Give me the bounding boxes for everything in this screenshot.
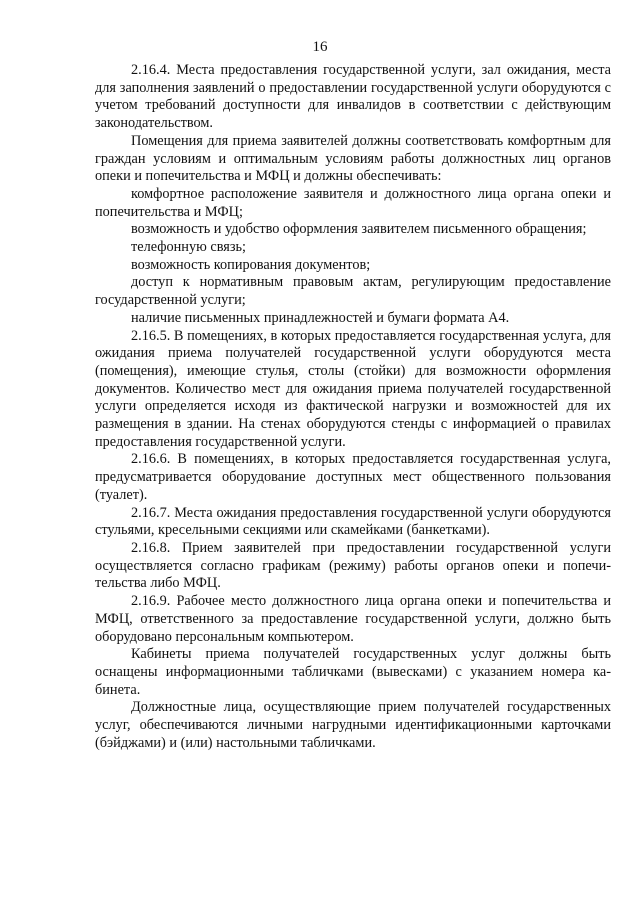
paragraph-2-16-6: 2.16.6. В помещениях, в которых предоставляется государственная услуга, предусматривается оборудование доступных мест общественного пользования (туалет). (95, 451, 611, 503)
list-item-comfortable-placement: комфортное расположение заявителя и должностного лица органа опеки и попечительства и МФЦ; (95, 185, 611, 220)
paragraph-offices-signage: Кабинеты приема получателей государственных услуг должны быть оснащены информационными табличками (вывесками) с указанием номера кабинета. (95, 646, 611, 698)
paragraph-2-16-8: 2.16.8. Прием заявителей при предоставлении государственной услуги осуществляется согласно графикам (режиму) работы органов опеки и попечительства либо МФЦ. (95, 539, 611, 592)
body-text (95, 62, 611, 752)
list-item-stationery: наличие письменных принадлежностей и бумаги формата А4. (131, 309, 510, 326)
paragraph-2-16-4: 2.16.4. Места предоставления государственной услуги, зал ожидания, места для заполнения заявлений о предоставлении государственной услуги оборудуются с учетом требований доступности для инвалидов в соответствии с действующим законодательством. (95, 62, 611, 132)
list-item-legal-acts-access: доступ к нормативным правовым актам, регулирующим предоставление государственной услуги; (95, 274, 611, 309)
list-item-telephone: телефонную связь; (131, 239, 246, 256)
list-item-written-appeal: возможность и удобство оформления заявителем письменного обращения; (131, 221, 587, 238)
paragraph-2-16-9: 2.16.9. Рабочее место должностного лица органа опеки и попечительства и МФЦ, ответственного за предоставление государственной услуги, должно быть оборудовано персональным компьютером. (95, 593, 611, 645)
paragraph-2-16-5: 2.16.5. В помещениях, в которых предоставляется государственная услуга, для ожидания приема получателей государственной услуги оборудуются места (помещения), имеющие стулья, столы (стойки) для возможности оформления документов. Количество мест для ожидания приема получателей государственной услуги определяется исходя из фактической нагрузки и возможностей для их размещения в здании. На стенах оборудуются стенды с информацией о правилах предоставления государственной услуги. (95, 327, 611, 450)
page-number: 16 (312, 39, 328, 55)
list-item-copying: возможность копирования документов; (131, 256, 371, 273)
paragraph-premises-requirements: Помещения для приема заявителей должны соответствовать комфортным для граждан условиям и оптимальным условиям работы должностных лиц органов опеки и попечительства и МФЦ и должны обеспечивать: (95, 132, 611, 185)
paragraph-officials-badges: Должностные лица, осуществляющие прием получателей государственных услуг, обеспечиваются личными нагрудными идентификационными карточками (бэйджами) и (или) настольными табличками. (95, 699, 611, 751)
paragraph-2-16-7: 2.16.7. Места ожидания предоставления государственной услуги оборудуются стульями, кресельными секциями или скамейками (банкетками). (95, 504, 611, 539)
